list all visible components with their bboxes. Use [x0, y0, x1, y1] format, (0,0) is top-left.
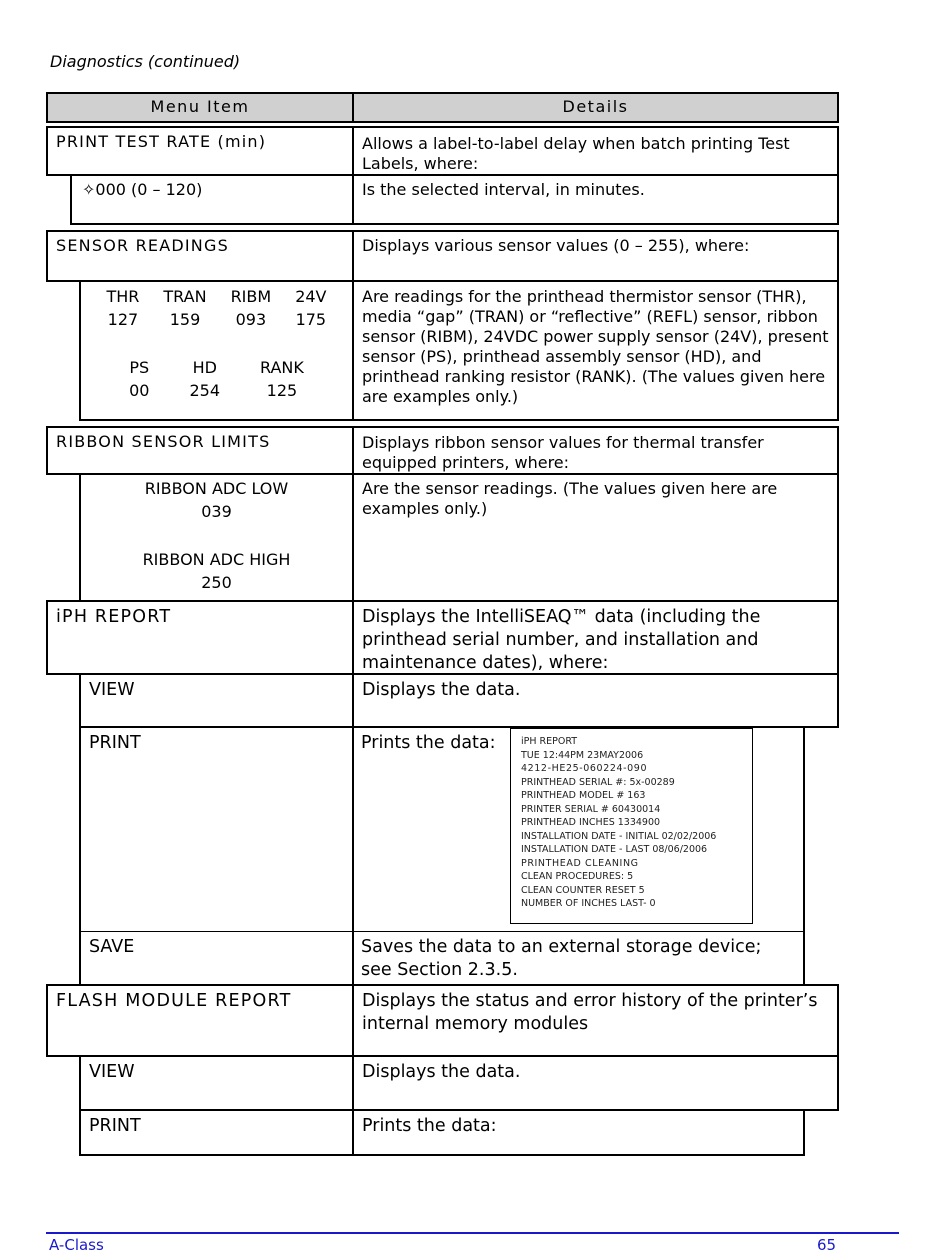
iph-sample-line: PRINTHEAD INCHES 1334900 — [521, 817, 661, 828]
sensor-value: 175 — [295, 310, 327, 329]
row-flash-view-item: VIEW — [79, 1055, 354, 1111]
footer-left: A-Class — [49, 1236, 104, 1254]
iph-sample-line: NUMBER OF INCHES LAST- 0 — [521, 898, 656, 909]
iph-sample-line: INSTALLATION DATE - LAST 08/06/2006 — [521, 844, 708, 855]
iph-sample-line: INSTALLATION DATE - INITIAL 02/02/2006 — [521, 830, 717, 842]
iph-sample-line: CLEAN PROCEDURES: 5 — [521, 871, 634, 882]
row-iph-print-item: PRINT — [79, 727, 354, 932]
sensor-label: PS — [129, 358, 150, 377]
row-iph-view-details: Displays the data. — [352, 673, 839, 728]
row-ribbon-limits-item: RIBBON SENSOR LIMITS — [46, 426, 354, 475]
row-iph-report-item: iPH REPORT — [46, 600, 354, 675]
header-menu-item: Menu Item — [46, 92, 354, 123]
iph-print-details-text: Prints the data: — [361, 733, 496, 753]
row-flash-print-item: PRINT — [79, 1109, 354, 1156]
row-print-test-rate-details: Allows a label-to-label delay when batch printing Test Labels, where: — [352, 126, 839, 176]
row-flash-report-details: Displays the status and error history of the printer’s internal memory modules — [352, 984, 839, 1057]
sensor-value: 125 — [266, 381, 298, 400]
page-heading: Diagnostics (continued) — [50, 52, 241, 71]
sensor-label: HD — [192, 358, 217, 377]
row-iph-save-item: SAVE — [79, 931, 354, 985]
header-details: Details — [352, 92, 839, 123]
footer-rule — [46, 1232, 899, 1234]
sensor-value: 159 — [169, 310, 201, 329]
iph-sample-line: CLEAN COUNTER RESET 5 — [521, 884, 645, 896]
iph-sample-line: PRINTHEAD SERIAL #: 5x-00289 — [521, 776, 675, 788]
row-flash-report-item: FLASH MODULE REPORT — [46, 984, 354, 1057]
iph-sample-line: PRINTHEAD CLEANING — [521, 857, 639, 869]
row-sensor-readings-subdetails: Are readings for the printhead thermistor sensor (THR), media “gap” (TRAN) or “reflective” (REFL) sensor, ribbon sensor (RIBM), 24VDC power supply sensor (24V), present sensor (PS), printhead assembly sensor (HD), and printhead ranking resistor (RANK). (The values given here are examples only.) — [352, 280, 839, 421]
row-print-test-rate-item: PRINT TEST RATE (min) — [46, 126, 354, 176]
row-ribbon-limits-subdetails: Are the sensor readings. (The values given here are examples only.) — [352, 473, 839, 602]
row-ribbon-limits-details: Displays ribbon sensor values for thermal transfer equipped printers, where: — [352, 426, 839, 475]
ribbon-adc-low-label: RIBBON ADC LOW — [144, 479, 289, 498]
iph-sample-line: TUE 12:44PM 23MAY2006 — [521, 749, 644, 761]
sensor-label: TRAN — [163, 287, 207, 306]
ribbon-limits-values — [79, 473, 354, 602]
sensor-label: RIBM — [230, 287, 272, 306]
ribbon-adc-low-value: 039 — [201, 502, 232, 521]
row-iph-report-details: Displays the IntelliSEAQ™ data (including the printhead serial number, and installation and maintenance dates), where: — [352, 600, 839, 675]
sensor-value: 00 — [129, 381, 150, 400]
row-print-test-rate-subitem: ✧000 (0 – 120) — [70, 174, 354, 225]
sensor-values-table — [94, 285, 338, 331]
row-iph-view-item: VIEW — [79, 673, 354, 728]
sensor-value: 127 — [107, 310, 139, 329]
row-iph-save-details: Saves the data to an external storage device; see Section 2.3.5. — [352, 931, 805, 985]
iph-sample-line: PRINTER SERIAL # 60430014 — [521, 803, 661, 815]
sensor-label: RANK — [260, 358, 304, 377]
sensor-value: 254 — [189, 381, 221, 400]
row-sensor-readings-details: Displays various sensor values (0 – 255), where: — [352, 230, 839, 282]
iph-sample-line: iPH REPORT — [521, 736, 578, 747]
ribbon-adc-high-value: 250 — [201, 573, 232, 592]
row-print-test-rate-subdetails: Is the selected interval, in minutes. — [352, 174, 839, 225]
footer-page-number: 65 — [817, 1236, 837, 1254]
iph-sample-line: PRINTHEAD MODEL # 163 — [521, 790, 646, 801]
sensor-values-table-2 — [109, 356, 324, 402]
sensor-label: THR — [106, 287, 140, 306]
row-sensor-readings-item: SENSOR READINGS — [46, 230, 354, 282]
row-flash-print-details: Prints the data: — [352, 1109, 805, 1156]
iph-sample-line: 4212-HE25-060224-090 — [521, 763, 648, 774]
row-flash-view-details: Displays the data. — [352, 1055, 839, 1111]
sensor-value: 093 — [235, 310, 267, 329]
ribbon-adc-high-label: RIBBON ADC HIGH — [142, 550, 291, 569]
iph-report-sample — [510, 728, 753, 924]
sensor-label: 24V — [295, 287, 327, 306]
sensor-readings-values — [79, 280, 354, 421]
